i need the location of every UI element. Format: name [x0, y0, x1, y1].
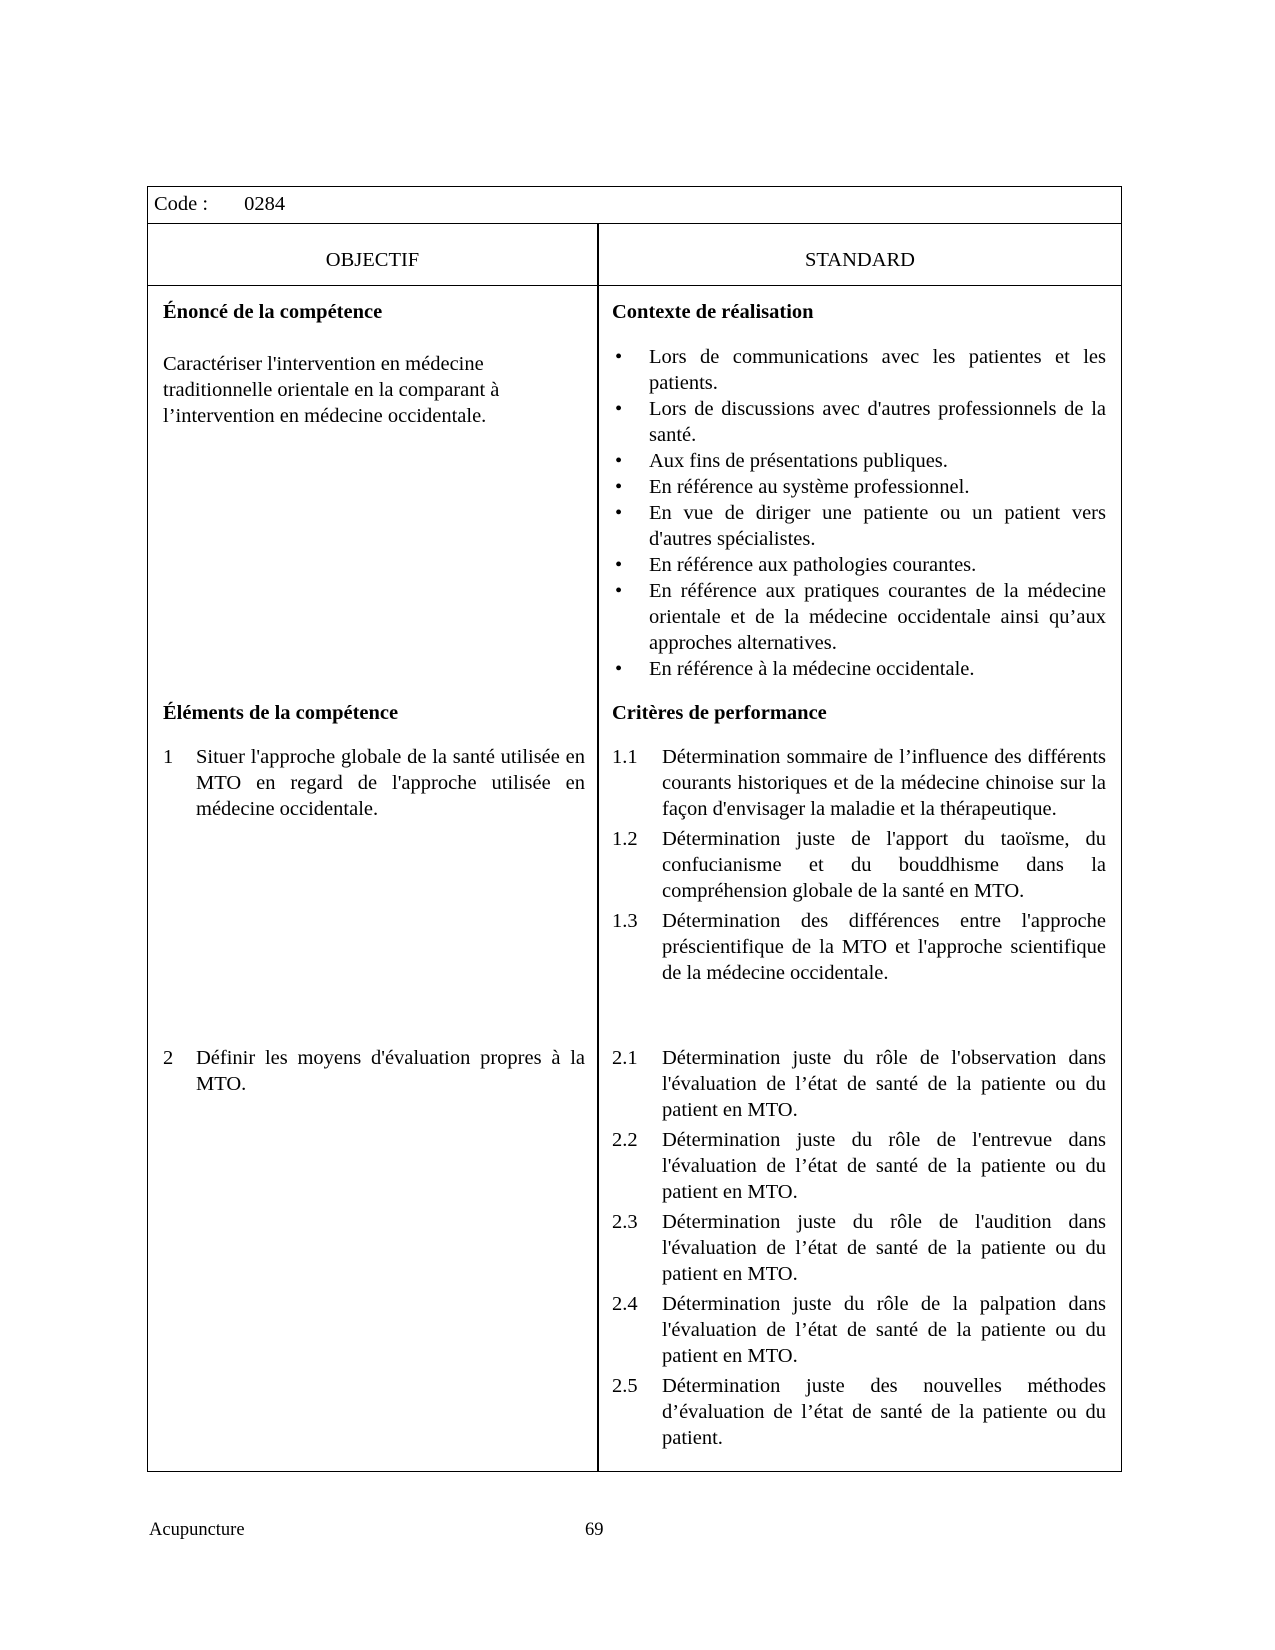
enonce-heading: Énoncé de la compétence	[163, 301, 383, 323]
critere-number: 1.2	[612, 828, 638, 850]
critere-item	[612, 744, 1106, 822]
critere-item	[612, 1373, 1106, 1451]
critere-number: 2.2	[612, 1129, 638, 1151]
criteres-group-2	[612, 1045, 1106, 1455]
objectif-header: OBJECTIF	[325, 249, 420, 271]
critere-text: Détermination juste de l'apport du taoïsme, du confucianisme et du bouddhisme dans la compréhension globale de la santé en MTO.	[662, 828, 1106, 902]
page-number: 69	[585, 1520, 604, 1540]
critere-item	[612, 1127, 1106, 1205]
critere-number: 1.1	[612, 746, 638, 768]
contexte-heading: Contexte de réalisation	[612, 301, 814, 323]
elements-heading: Éléments de la compétence	[163, 702, 399, 724]
critere-item	[612, 1291, 1106, 1369]
critere-text: Détermination sommaire de l’influence des différents courants historiques et de la médecine chinoise sur la façon d'envisager la maladie et la thérapeutique.	[662, 746, 1106, 820]
element-text: Situer l'approche globale de la santé utilisée en MTO en regard de l'approche utilisée en médecine occidentale.	[196, 746, 585, 820]
criteres-group-1	[612, 744, 1106, 990]
contexte-item: • Lors de communications avec les patientes et les patients.	[612, 344, 1106, 396]
critere-text: Détermination juste du rôle de l'entrevue dans l'évaluation de l’état de santé de la patiente ou du patient en MTO.	[662, 1129, 1106, 1203]
critere-text: Détermination juste du rôle de l'audition dans l'évaluation de l’état de santé de la patiente ou du patient en MTO.	[662, 1211, 1106, 1285]
column-divider	[597, 224, 599, 1471]
critere-number: 2.1	[612, 1047, 638, 1069]
standard-header: STANDARD	[805, 249, 915, 271]
element-number: 2	[163, 1047, 174, 1069]
contexte-item: • Aux fins de présentations publiques.	[612, 448, 1106, 474]
element-text: Définir les moyens d'évaluation propres à la MTO.	[196, 1047, 585, 1095]
contexte-list	[612, 344, 1106, 682]
element-number: 1	[163, 746, 174, 768]
critere-number: 2.5	[612, 1375, 638, 1397]
critere-item	[612, 1045, 1106, 1123]
footer-title: Acupuncture	[149, 1520, 245, 1540]
code-value: 0284	[244, 193, 286, 215]
contexte-item: • En référence à la médecine occidentale.	[612, 656, 1106, 682]
critere-text: Détermination juste du rôle de la palpation dans l'évaluation de l’état de santé de la patiente ou du patient en MTO.	[662, 1293, 1106, 1367]
contexte-item: • En référence aux pratiques courantes de la médecine orientale et de la médecine occidentale ainsi qu’aux approches alternatives.	[612, 578, 1106, 656]
critere-item	[612, 908, 1106, 986]
element-item	[163, 744, 585, 822]
contexte-item: • En référence aux pathologies courantes.	[612, 552, 1106, 578]
critere-text: Détermination des différences entre l'approche préscientifique de la MTO et l'approche scientifique de la médecine occidentale.	[662, 910, 1106, 984]
code-row	[154, 191, 285, 217]
divider	[148, 285, 1121, 286]
enonce-text: Caractériser l'intervention en médecine traditionnelle orientale en la comparant à l’intervention en médecine occidentale.	[163, 353, 500, 427]
critere-number: 2.3	[612, 1211, 638, 1233]
contexte-item: • En vue de diriger une patiente ou un patient vers d'autres spécialistes.	[612, 500, 1106, 552]
criteres-heading: Critères de performance	[612, 702, 827, 724]
critere-item	[612, 1209, 1106, 1287]
contexte-item: • En référence au système professionnel.	[612, 474, 1106, 500]
critere-number: 1.3	[612, 910, 638, 932]
divider	[148, 223, 1121, 224]
code-label: Code :	[154, 193, 209, 215]
critere-text: Détermination juste du rôle de l'observation dans l'évaluation de l’état de santé de la patiente ou du patient en MTO.	[662, 1047, 1106, 1121]
critere-item	[612, 826, 1106, 904]
competence-table	[147, 186, 1122, 1472]
contexte-item: • Lors de discussions avec d'autres professionnels de la santé.	[612, 396, 1106, 448]
element-item	[163, 1045, 585, 1097]
critere-number: 2.4	[612, 1293, 638, 1315]
critere-text: Détermination juste des nouvelles méthodes d’évaluation de l’état de santé de la patiente ou du patient.	[662, 1375, 1106, 1449]
